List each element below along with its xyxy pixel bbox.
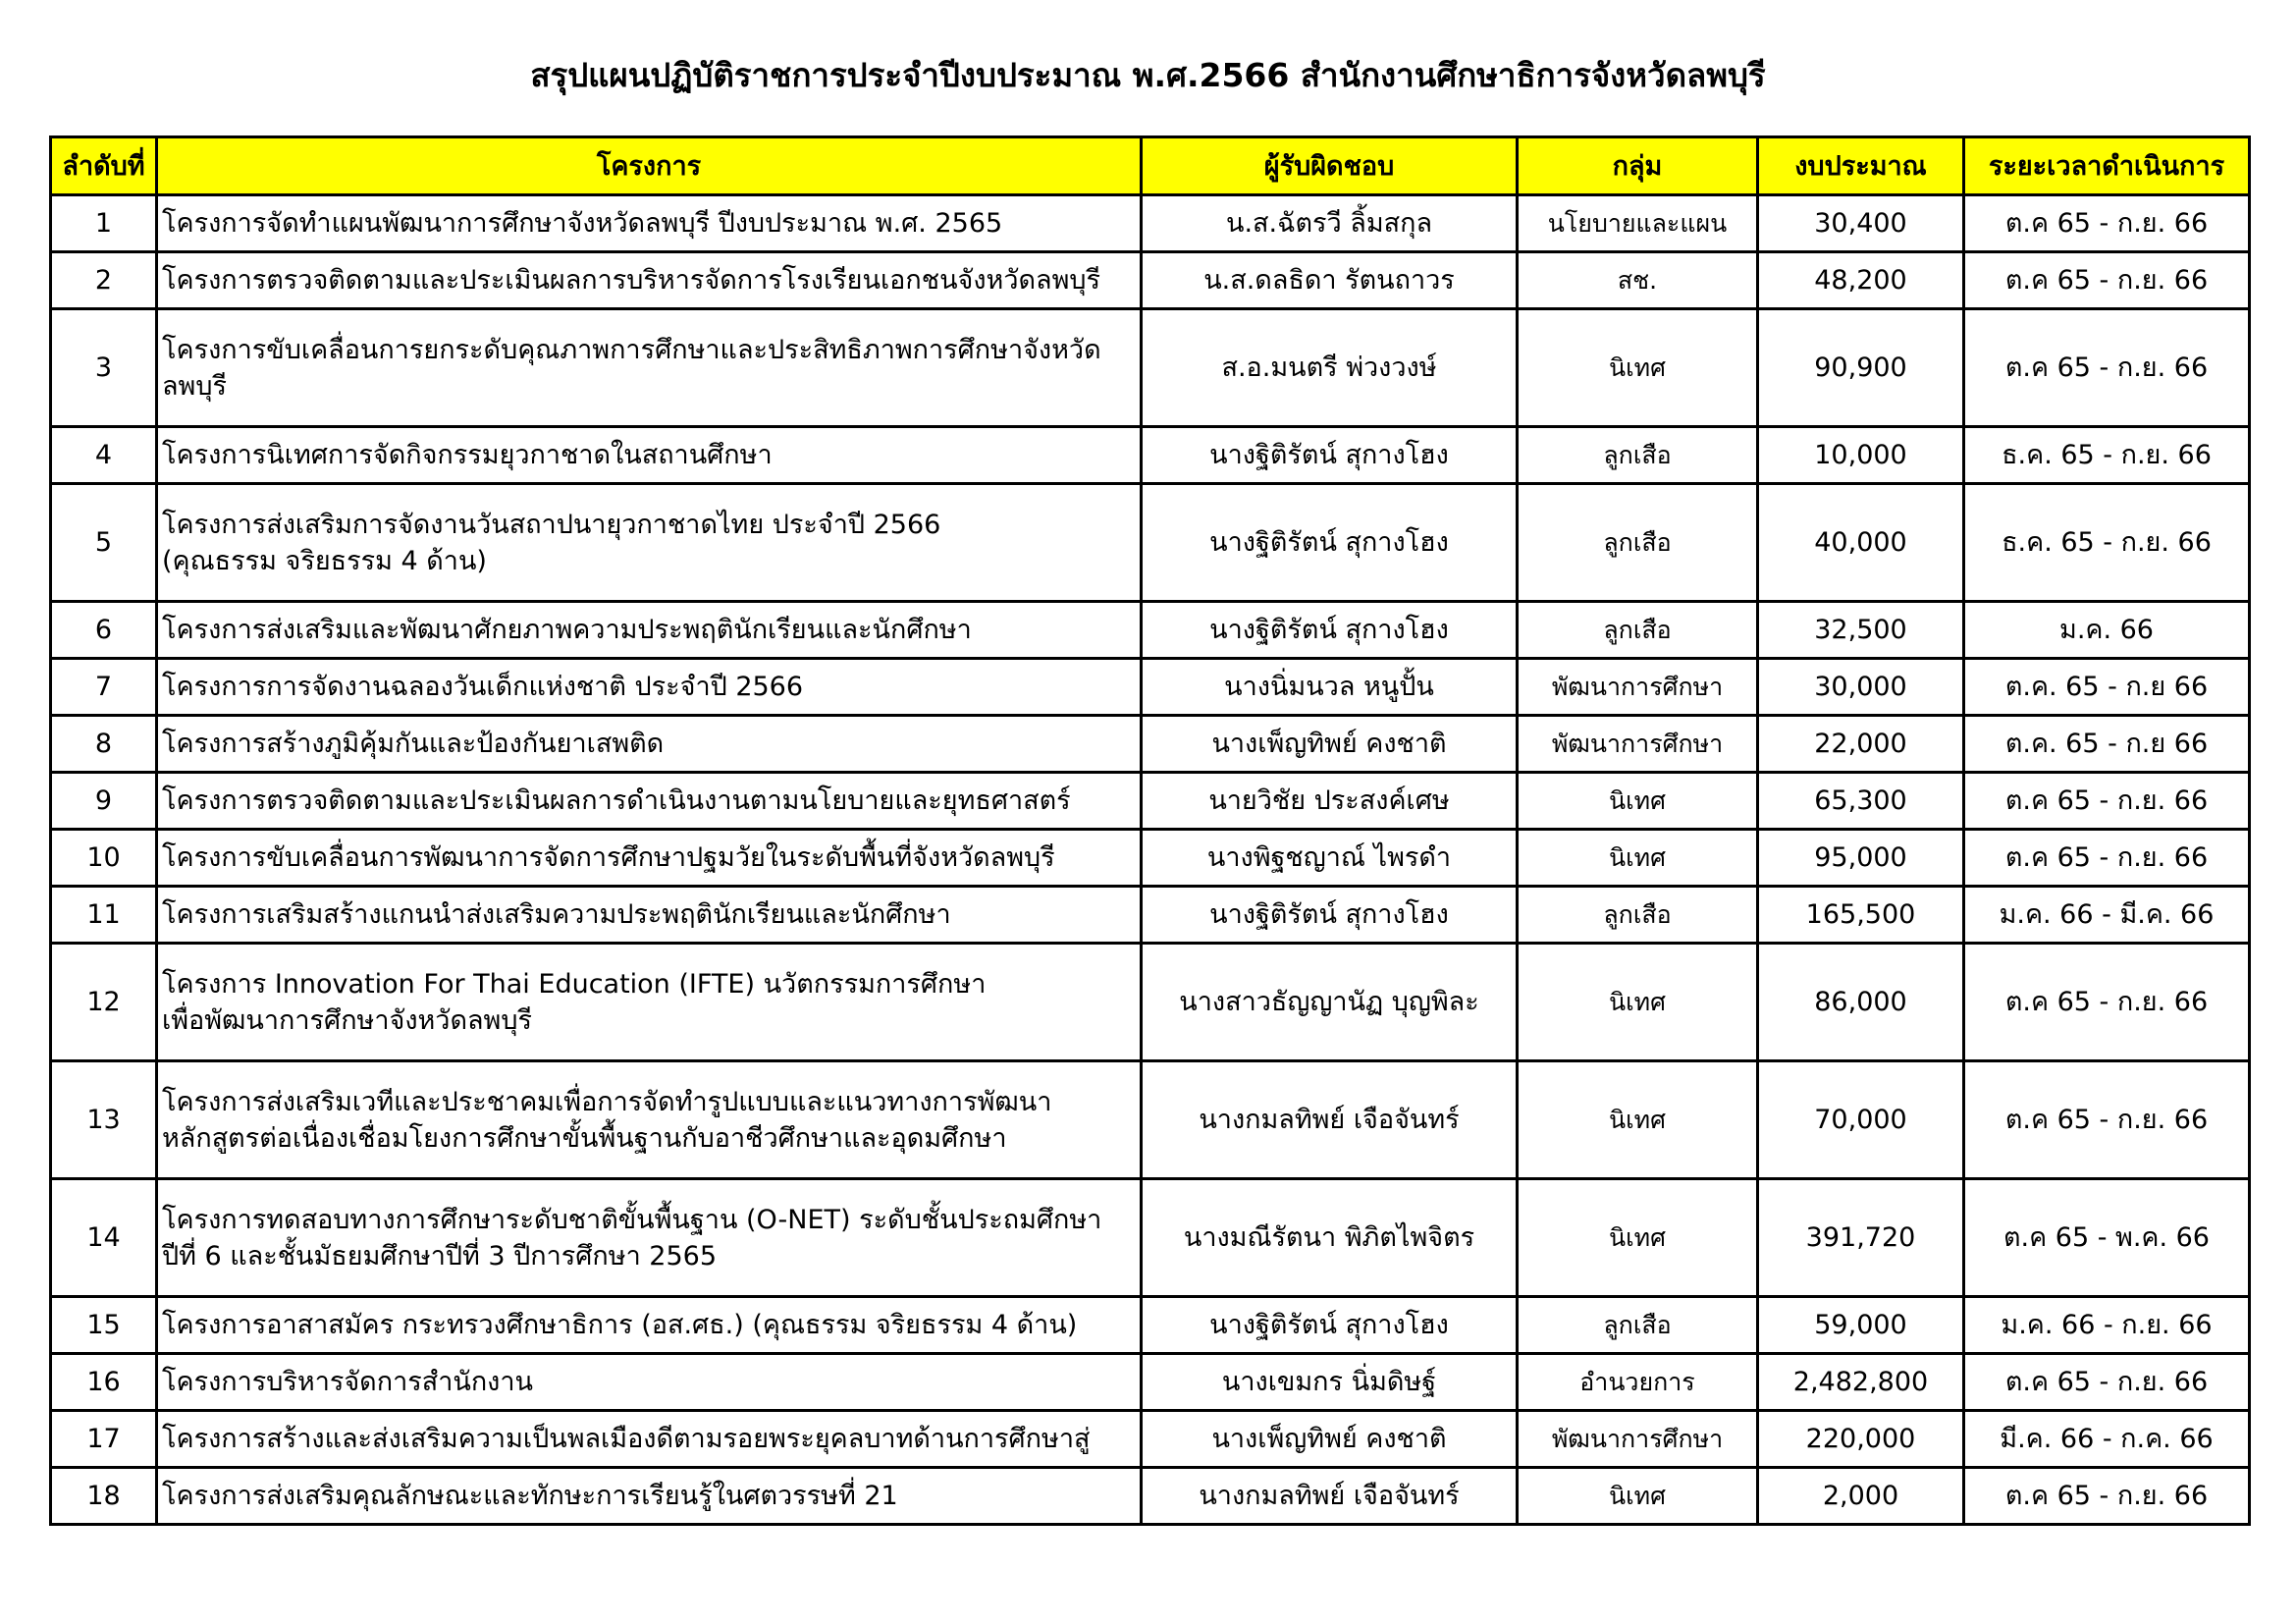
responsible-person: นางกมลทิพย์ เจือจันทร์ (1142, 1468, 1518, 1525)
table-row (51, 1061, 2250, 1179)
table-row (51, 427, 2250, 484)
table-row (51, 944, 2250, 1061)
project-name-line: หลักสูตรต่อเนื่องเชื่อมโยงการศึกษาขั้นพื้นฐานกับอาชีวศึกษาและอุดมศึกษา (162, 1122, 1007, 1154)
budget-amount: 65,300 (1758, 773, 1964, 830)
responsible-person: นางฐิติรัตน์ สุกางโฮง (1142, 602, 1518, 659)
budget-amount: 30,400 (1758, 195, 1964, 252)
project-name-cell (157, 309, 1142, 427)
group-name: ลูกเสือ (1518, 887, 1758, 944)
project-name-cell (157, 602, 1142, 659)
operation-period: ต.ค 65 - ก.ย. 66 (1964, 309, 2250, 427)
row-number: 17 (51, 1411, 157, 1468)
project-name-line: ปีที่ 6 และชั้นมัธยมศึกษาปีที่ 3 ปีการศึกษา 2565 (162, 1240, 718, 1272)
responsible-person: น.ส.ดลธิดา รัตนถาวร (1142, 252, 1518, 309)
budget-amount: 22,000 (1758, 716, 1964, 773)
project-name-cell (157, 716, 1142, 773)
page-title: สรุปแผนปฏิบัติราชการประจำปีงบประมาณ พ.ศ.2566 สำนักงานศึกษาธิการจังหวัดลพบุรี (530, 56, 1766, 94)
row-number: 4 (51, 427, 157, 484)
group-name: นิเทศ (1518, 773, 1758, 830)
table-row (51, 195, 2250, 252)
responsible-person: นางเพ็ญทิพย์ คงชาติ (1142, 1411, 1518, 1468)
budget-amount: 30,000 (1758, 659, 1964, 716)
row-number: 16 (51, 1354, 157, 1411)
table-row (51, 830, 2250, 887)
project-name-line: โครงการสร้างภูมิคุ้มกันและป้องกันยาเสพติด (162, 729, 665, 759)
operation-period: ต.ค 65 - พ.ค. 66 (1964, 1179, 2250, 1297)
budget-amount: 59,000 (1758, 1297, 1964, 1354)
budget-amount: 48,200 (1758, 252, 1964, 309)
row-number: 5 (51, 484, 157, 602)
row-number: 18 (51, 1468, 157, 1525)
group-name: พัฒนาการศึกษา (1518, 1411, 1758, 1468)
project-name-line: (คุณธรรม จริยธรรม 4 ด้าน) (162, 545, 487, 576)
project-name-line: โครงการ Innovation For Thai Education (IFTE) นวัตกรรมการศึกษา (162, 968, 987, 1000)
group-name: นิเทศ (1518, 1468, 1758, 1525)
row-number: 10 (51, 830, 157, 887)
header-period: ระยะเวลาดำเนินการ (1964, 137, 2250, 195)
responsible-person: นางพิฐชญาณ์ ไพรดำ (1142, 830, 1518, 887)
row-number: 2 (51, 252, 157, 309)
responsible-person: นางกมลทิพย์ เจือจันทร์ (1142, 1061, 1518, 1179)
group-name: พัฒนาการศึกษา (1518, 716, 1758, 773)
row-number: 9 (51, 773, 157, 830)
project-name-cell (157, 830, 1142, 887)
budget-amount: 220,000 (1758, 1411, 1964, 1468)
operation-period: ต.ค 65 - ก.ย. 66 (1964, 773, 2250, 830)
project-name-cell (157, 1354, 1142, 1411)
operation-period: มี.ค. 66 - ก.ค. 66 (1964, 1411, 2250, 1468)
project-name-cell (157, 773, 1142, 830)
row-number: 13 (51, 1061, 157, 1179)
project-name-line: โครงการส่งเสริมและพัฒนาศักยภาพความประพฤตินักเรียนและนักศึกษา (162, 615, 972, 645)
budget-amount: 95,000 (1758, 830, 1964, 887)
group-name: นโยบายและแผน (1518, 195, 1758, 252)
operation-period: ต.ค 65 - ก.ย. 66 (1964, 1468, 2250, 1525)
action-plan-table (49, 135, 2251, 1526)
project-name-line: โครงการบริหารจัดการสำนักงาน (162, 1367, 533, 1397)
project-name-line: โครงการนิเทศการจัดกิจกรรมยุวกาชาดในสถานศึกษา (162, 440, 773, 470)
project-name-cell (157, 1061, 1142, 1179)
operation-period: ต.ค 65 - ก.ย. 66 (1964, 1354, 2250, 1411)
project-name-line: โครงการขับเคลื่อนการพัฒนาการจัดการศึกษาปฐมวัยในระดับพื้นที่จังหวัดลพบุรี (162, 842, 1055, 873)
group-name: ลูกเสือ (1518, 602, 1758, 659)
responsible-person: นางฐิติรัตน์ สุกางโฮง (1142, 484, 1518, 602)
responsible-person: นางฐิติรัตน์ สุกางโฮง (1142, 1297, 1518, 1354)
group-name: อำนวยการ (1518, 1354, 1758, 1411)
budget-amount: 2,482,800 (1758, 1354, 1964, 1411)
table-row (51, 1179, 2250, 1297)
table-row (51, 602, 2250, 659)
responsible-person: นางสาวธัญญานัฏ บุญพิละ (1142, 944, 1518, 1061)
project-name-cell (157, 484, 1142, 602)
project-name-cell (157, 427, 1142, 484)
responsible-person: นางเขมกร นิ่มดิษฐ์ (1142, 1354, 1518, 1411)
budget-amount: 86,000 (1758, 944, 1964, 1061)
budget-amount: 90,900 (1758, 309, 1964, 427)
table-header-row (51, 137, 2250, 195)
budget-amount: 391,720 (1758, 1179, 1964, 1297)
group-name: นิเทศ (1518, 1061, 1758, 1179)
header-owner: ผู้รับผิดชอบ (1142, 137, 1518, 195)
project-name-line: โครงการอาสาสมัคร กระทรวงศึกษาธิการ (อส.ศธ.) (คุณธรรม จริยธรรม 4 ด้าน) (162, 1310, 1078, 1340)
header-no: ลำดับที่ (51, 137, 157, 195)
group-name: ลูกเสือ (1518, 484, 1758, 602)
responsible-person: ส.อ.มนตรี พ่วงวงษ์ (1142, 309, 1518, 427)
budget-amount: 165,500 (1758, 887, 1964, 944)
responsible-person: น.ส.ฉัตรวี ลิ้มสกุล (1142, 195, 1518, 252)
responsible-person: นางเพ็ญทิพย์ คงชาติ (1142, 716, 1518, 773)
operation-period: ม.ค. 66 (1964, 602, 2250, 659)
budget-amount: 2,000 (1758, 1468, 1964, 1525)
project-name-line: โครงการเสริมสร้างแกนนำส่งเสริมความประพฤตินักเรียนและนักศึกษา (162, 899, 951, 930)
project-name-cell (157, 195, 1142, 252)
group-name: ลูกเสือ (1518, 427, 1758, 484)
row-number: 8 (51, 716, 157, 773)
table-row (51, 659, 2250, 716)
responsible-person: นางฐิติรัตน์ สุกางโฮง (1142, 887, 1518, 944)
operation-period: ม.ค. 66 - มี.ค. 66 (1964, 887, 2250, 944)
operation-period: ต.ค 65 - ก.ย. 66 (1964, 252, 2250, 309)
project-name-line: โครงการตรวจติดตามและประเมินผลการบริหารจัดการโรงเรียนเอกชนจังหวัดลพบุรี (162, 265, 1101, 296)
group-name: ลูกเสือ (1518, 1297, 1758, 1354)
row-number: 14 (51, 1179, 157, 1297)
group-name: สช. (1518, 252, 1758, 309)
table-row (51, 716, 2250, 773)
header-budget: งบประมาณ (1758, 137, 1964, 195)
project-name-line: โครงการส่งเสริมเวทีและประชาคมเพื่อการจัดทำรูปแบบและแนวทางการพัฒนา (162, 1086, 1052, 1117)
budget-amount: 32,500 (1758, 602, 1964, 659)
table-row (51, 1297, 2250, 1354)
table-row (51, 484, 2250, 602)
project-name-line: โครงการการจัดงานฉลองวันเด็กแห่งชาติ ประจำปี 2566 (162, 672, 804, 702)
header-group: กลุ่ม (1518, 137, 1758, 195)
project-name-line: โครงการขับเคลื่อนการยกระดับคุณภาพการศึกษาและประสิทธิภาพการศึกษาจังหวัด (162, 334, 1101, 365)
table-row (51, 309, 2250, 427)
header-project: โครงการ (157, 137, 1142, 195)
project-name-line: โครงการจัดทำแผนพัฒนาการศึกษาจังหวัดลพบุรี ปีงบประมาณ พ.ศ. 2565 (162, 208, 1003, 239)
project-name-line: โครงการตรวจติดตามและประเมินผลการดำเนินงานตามนโยบายและยุทธศาสตร์ (162, 785, 1071, 816)
group-name: นิเทศ (1518, 1179, 1758, 1297)
row-number: 11 (51, 887, 157, 944)
project-name-line: โครงการส่งเสริมคุณลักษณะและทักษะการเรียนรู้ในศตวรรษที่ 21 (162, 1481, 898, 1511)
operation-period: ธ.ค. 65 - ก.ย. 66 (1964, 427, 2250, 484)
row-number: 1 (51, 195, 157, 252)
group-name: นิเทศ (1518, 944, 1758, 1061)
responsible-person: นายวิชัย ประสงค์เศษ (1142, 773, 1518, 830)
operation-period: ต.ค. 65 - ก.ย 66 (1964, 716, 2250, 773)
operation-period: ม.ค. 66 - ก.ย. 66 (1964, 1297, 2250, 1354)
row-number: 15 (51, 1297, 157, 1354)
row-number: 3 (51, 309, 157, 427)
operation-period: ต.ค 65 - ก.ย. 66 (1964, 830, 2250, 887)
project-name-cell (157, 1179, 1142, 1297)
table-row (51, 252, 2250, 309)
project-name-line: โครงการสร้างและส่งเสริมความเป็นพลเมืองดีตามรอยพระยุคลบาทด้านการศึกษาสู่ (162, 1424, 1091, 1454)
project-name-line: โครงการส่งเสริมการจัดงานวันสถาปนายุวกาชาดไทย ประจำปี 2566 (162, 509, 941, 540)
project-name-cell (157, 1468, 1142, 1525)
responsible-person: นางนิ่มนวล หนูปั้น (1142, 659, 1518, 716)
table-row (51, 887, 2250, 944)
operation-period: ธ.ค. 65 - ก.ย. 66 (1964, 484, 2250, 602)
table-row (51, 773, 2250, 830)
group-name: พัฒนาการศึกษา (1518, 659, 1758, 716)
table-row (51, 1354, 2250, 1411)
table-row (51, 1411, 2250, 1468)
table-row (51, 1468, 2250, 1525)
row-number: 12 (51, 944, 157, 1061)
project-name-cell (157, 887, 1142, 944)
row-number: 7 (51, 659, 157, 716)
group-name: นิเทศ (1518, 830, 1758, 887)
group-name: นิเทศ (1518, 309, 1758, 427)
table-body (51, 195, 2250, 1525)
project-name-cell (157, 659, 1142, 716)
budget-amount: 70,000 (1758, 1061, 1964, 1179)
operation-period: ต.ค 65 - ก.ย. 66 (1964, 195, 2250, 252)
project-name-line: เพื่อพัฒนาการศึกษาจังหวัดลพบุรี (162, 1004, 532, 1036)
budget-amount: 40,000 (1758, 484, 1964, 602)
budget-amount: 10,000 (1758, 427, 1964, 484)
project-name-cell (157, 1297, 1142, 1354)
responsible-person: นางฐิติรัตน์ สุกางโฮง (1142, 427, 1518, 484)
operation-period: ต.ค 65 - ก.ย. 66 (1964, 944, 2250, 1061)
operation-period: ต.ค. 65 - ก.ย 66 (1964, 659, 2250, 716)
operation-period: ต.ค 65 - ก.ย. 66 (1964, 1061, 2250, 1179)
project-name-cell (157, 252, 1142, 309)
project-name-cell (157, 1411, 1142, 1468)
responsible-person: นางมณีรัตนา พิภิตไพจิตร (1142, 1179, 1518, 1297)
row-number: 6 (51, 602, 157, 659)
project-name-line: โครงการทดสอบทางการศึกษาระดับชาติขั้นพื้นฐาน (O-NET) ระดับชั้นประถมศึกษา (162, 1204, 1102, 1235)
project-name-cell (157, 944, 1142, 1061)
project-name-line: ลพบุรี (162, 370, 227, 402)
